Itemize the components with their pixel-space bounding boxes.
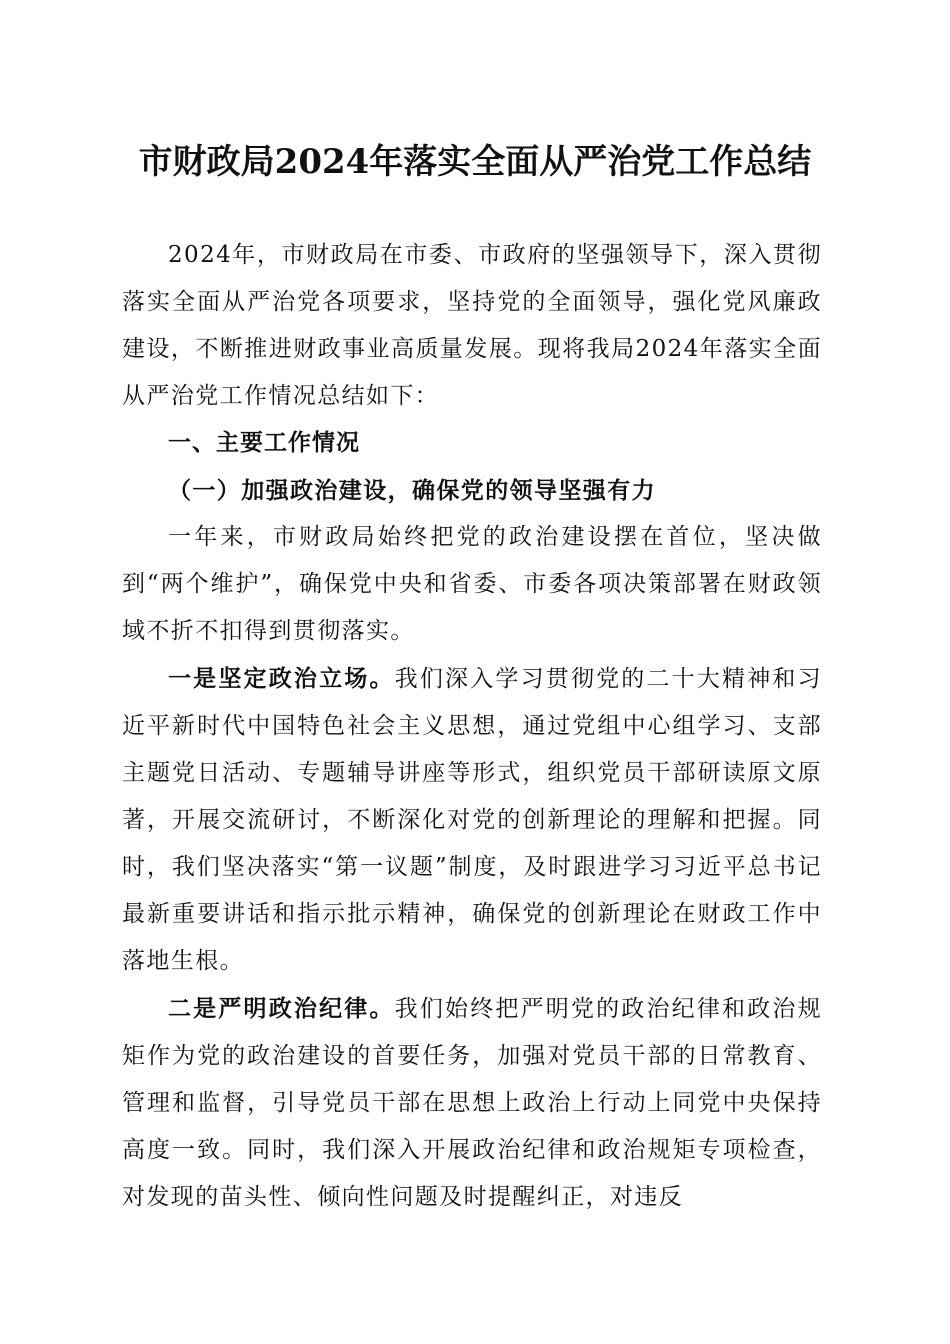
subsection-heading-political-building: （一）加强政治建设，确保党的领导坚强有力 — [168, 477, 656, 504]
section-heading-main-work: 一、主要工作情况 — [168, 430, 360, 456]
document-title: 市财政局2024年落实全面从严治党工作总结 — [138, 142, 812, 182]
point-one-lead: 一是坚定政治立场。 — [168, 665, 395, 692]
point-two-lead: 二是严明政治纪律。 — [168, 995, 395, 1022]
point-one-text: 我们深入学习贯彻党的二十大精神和习近平新时代中国特色社会主义思想，通过党组中心组学习、支部主题党日活动、专题辅导讲座等形式，组织党员干部研读原文原著，开展交流研讨，不断深化对党的创新理论的理解和把握。同时，我们坚决落实“第一议题”制度，及时跟进学习习近平总书记最新重要讲话和指示批示精神，确保党的创新理论在财政工作中落地生根。 — [122, 666, 822, 974]
intro-paragraph: 2024年，市财政局在市委、市政府的坚强领导下，深入贯彻落实全面从严治党各项要求，坚持党的全面领导，强化党风廉政建设，不断推进财政事业高质量发展。现将我局2024年落实全面从严治党工作情况总结如下： — [122, 242, 822, 409]
document-body — [122, 232, 822, 1221]
point-two-paragraph — [122, 985, 822, 1221]
point-two-text: 我们始终把严明党的政治纪律和政治规矩作为党的政治建设的首要任务，加强对党员干部的日常教育、管理和监督，引导党员干部在思想上政治上行动上同党中央保持高度一致。同时，我们深入开展政治纪律和政治规矩专项检查，对发现的苗头性、倾向性问题及时提醒纠正，对违反 — [122, 996, 822, 1210]
subsection-intro-paragraph: 一年来，市财政局始终把党的政治建设摆在首位，坚决做到“两个维护”，确保党中央和省委、市委各项决策部署在财政领域不折不扣得到贯彻落实。 — [122, 524, 822, 644]
point-one-paragraph — [122, 655, 822, 985]
